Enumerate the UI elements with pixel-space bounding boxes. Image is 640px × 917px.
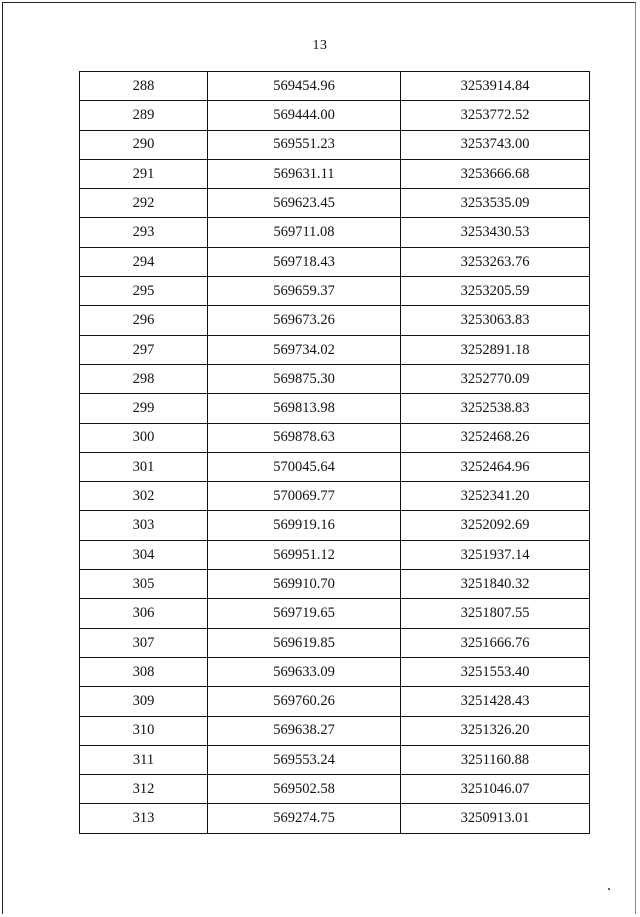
y-coordinate-cell: 3253666.68 — [401, 159, 590, 188]
point-number-cell: 304 — [80, 540, 208, 569]
table-row — [80, 423, 590, 452]
point-number-cell: 288 — [80, 72, 208, 101]
table-row — [80, 452, 590, 481]
y-coordinate-cell: 3252468.26 — [401, 423, 590, 452]
point-number-cell: 301 — [80, 452, 208, 481]
x-coordinate-cell: 570045.64 — [208, 452, 401, 481]
table-row — [80, 687, 590, 716]
x-coordinate-cell: 569673.26 — [208, 306, 401, 335]
x-coordinate-cell: 569631.11 — [208, 159, 401, 188]
point-number-cell: 290 — [80, 130, 208, 159]
table-row — [80, 657, 590, 686]
table-row — [80, 130, 590, 159]
coordinate-table — [79, 71, 590, 834]
table-row — [80, 394, 590, 423]
table-row — [80, 570, 590, 599]
x-coordinate-cell: 569910.70 — [208, 570, 401, 599]
x-coordinate-cell: 569444.00 — [208, 101, 401, 130]
y-coordinate-cell: 3251807.55 — [401, 599, 590, 628]
table-row — [80, 599, 590, 628]
page-number: 13 — [312, 38, 328, 53]
x-coordinate-cell: 569623.45 — [208, 189, 401, 218]
table-row — [80, 335, 590, 364]
point-number-cell: 303 — [80, 511, 208, 540]
point-number-cell: 311 — [80, 745, 208, 774]
point-number-cell: 313 — [80, 804, 208, 833]
point-number-cell: 289 — [80, 101, 208, 130]
point-number-cell: 310 — [80, 716, 208, 745]
y-coordinate-cell: 3253914.84 — [401, 72, 590, 101]
table-row — [80, 306, 590, 335]
y-coordinate-cell: 3253535.09 — [401, 189, 590, 218]
point-number-cell: 305 — [80, 570, 208, 599]
table-row — [80, 482, 590, 511]
y-coordinate-cell: 3252092.69 — [401, 511, 590, 540]
y-coordinate-cell: 3251160.88 — [401, 745, 590, 774]
point-number-cell: 309 — [80, 687, 208, 716]
point-number-cell: 296 — [80, 306, 208, 335]
x-coordinate-cell: 569619.85 — [208, 628, 401, 657]
y-coordinate-cell: 3251840.32 — [401, 570, 590, 599]
x-coordinate-cell: 569813.98 — [208, 394, 401, 423]
table-row — [80, 159, 590, 188]
y-coordinate-cell: 3251666.76 — [401, 628, 590, 657]
x-coordinate-cell: 569734.02 — [208, 335, 401, 364]
point-number-cell: 297 — [80, 335, 208, 364]
y-coordinate-cell: 3251046.07 — [401, 775, 590, 804]
y-coordinate-cell: 3252464.96 — [401, 452, 590, 481]
x-coordinate-cell: 570069.77 — [208, 482, 401, 511]
table-row — [80, 364, 590, 393]
x-coordinate-cell: 569633.09 — [208, 657, 401, 686]
scan-speck — [608, 888, 610, 890]
x-coordinate-cell: 569919.16 — [208, 511, 401, 540]
table-row — [80, 540, 590, 569]
x-coordinate-cell: 569638.27 — [208, 716, 401, 745]
y-coordinate-cell: 3252891.18 — [401, 335, 590, 364]
y-coordinate-cell: 3253772.52 — [401, 101, 590, 130]
x-coordinate-cell: 569718.43 — [208, 247, 401, 276]
table-row — [80, 189, 590, 218]
point-number-cell: 294 — [80, 247, 208, 276]
point-number-cell: 293 — [80, 218, 208, 247]
x-coordinate-cell: 569659.37 — [208, 277, 401, 306]
y-coordinate-cell: 3251326.20 — [401, 716, 590, 745]
table-row — [80, 716, 590, 745]
x-coordinate-cell: 569711.08 — [208, 218, 401, 247]
x-coordinate-cell: 569274.75 — [208, 804, 401, 833]
y-coordinate-cell: 3253263.76 — [401, 247, 590, 276]
table-row — [80, 745, 590, 774]
y-coordinate-cell: 3251553.40 — [401, 657, 590, 686]
point-number-cell: 306 — [80, 599, 208, 628]
point-number-cell: 308 — [80, 657, 208, 686]
point-number-cell: 312 — [80, 775, 208, 804]
x-coordinate-cell: 569454.96 — [208, 72, 401, 101]
point-number-cell: 292 — [80, 189, 208, 218]
x-coordinate-cell: 569875.30 — [208, 364, 401, 393]
table-row — [80, 277, 590, 306]
table-row — [80, 511, 590, 540]
point-number-cell: 298 — [80, 364, 208, 393]
point-number-cell: 299 — [80, 394, 208, 423]
table-row — [80, 628, 590, 657]
x-coordinate-cell: 569760.26 — [208, 687, 401, 716]
x-coordinate-cell: 569551.23 — [208, 130, 401, 159]
y-coordinate-cell: 3251428.43 — [401, 687, 590, 716]
point-number-cell: 300 — [80, 423, 208, 452]
table-row — [80, 72, 590, 101]
y-coordinate-cell: 3250913.01 — [401, 804, 590, 833]
coordinate-table-body — [80, 72, 590, 834]
table-row — [80, 775, 590, 804]
y-coordinate-cell: 3252538.83 — [401, 394, 590, 423]
y-coordinate-cell: 3253743.00 — [401, 130, 590, 159]
point-number-cell: 302 — [80, 482, 208, 511]
y-coordinate-cell: 3251937.14 — [401, 540, 590, 569]
point-number-cell: 291 — [80, 159, 208, 188]
table-row — [80, 247, 590, 276]
x-coordinate-cell: 569951.12 — [208, 540, 401, 569]
table-row — [80, 804, 590, 833]
point-number-cell: 307 — [80, 628, 208, 657]
x-coordinate-cell: 569553.24 — [208, 745, 401, 774]
x-coordinate-cell: 569878.63 — [208, 423, 401, 452]
y-coordinate-cell: 3253205.59 — [401, 277, 590, 306]
y-coordinate-cell: 3252770.09 — [401, 364, 590, 393]
y-coordinate-cell: 3253430.53 — [401, 218, 590, 247]
y-coordinate-cell: 3253063.83 — [401, 306, 590, 335]
point-number-cell: 295 — [80, 277, 208, 306]
x-coordinate-cell: 569719.65 — [208, 599, 401, 628]
table-row — [80, 101, 590, 130]
x-coordinate-cell: 569502.58 — [208, 775, 401, 804]
y-coordinate-cell: 3252341.20 — [401, 482, 590, 511]
table-row — [80, 218, 590, 247]
